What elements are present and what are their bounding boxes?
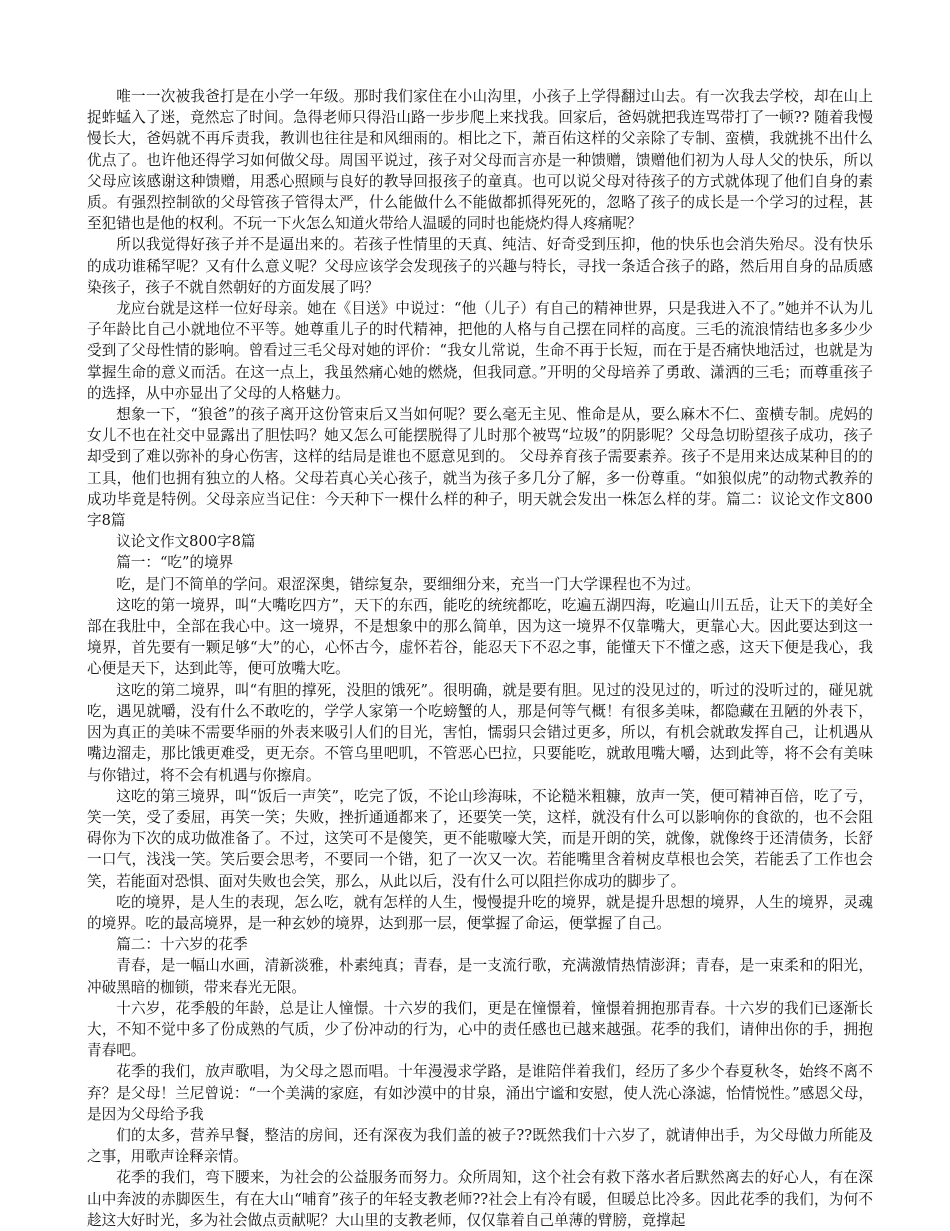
- paragraph: 这吃的第二境界，叫“有胆的撑死，没胆的饿死”。很明确，就是要有胆。见过的没见过的，听过的没听过的，碰见就吃，遇见就嚼，没有什么不敢吃的，学学人家第一个吃螃蟹的人，那是何等气概！有很多美味，都隐藏在丑陋的外表下，因为真正的美味不需要华丽的外表来吸引人们的目光，害怕，懦弱只会错过更多，所以，有机会就敢发挥自己，让机遇从嘴边溜走，那比饿更难受，更无奈。不管乌里吧叽，不管恶心巴拉，只要能吃，就敢甩嘴大嚼，达到此等，将不会有美味与你错过，将不会有机遇与你擦肩。: [87, 681, 873, 784]
- paragraph: 这吃的第三境界，叫“饭后一声笑”，吃完了饭，不论山珍海味，不论糙米粗糠，放声一笑，便可精神百倍，吃了亏，笑一笑，受了委屈，再笑一笑；失败，挫折通通都来了，还要笑一笑，这样，就没有什么可以影响你的食欲的，也不会阻碍你为下次的成功做准备了。不过，这笑可不是傻笑，更不能嗷嚎大笑，而是开朗的笑，就像，就像终于还清债务，长舒一口气，浅浅一笑。笑后要会思考，不要同一个错，犯了一次又一次。若能嘴里含着树皮草根也会笑，若能丢了工作也会笑，若能面对恐惧、面对失败也会笑，那么，从此以后，没有什么可以阻拦你成功的脚步了。: [87, 787, 873, 890]
- paragraph: 青春，是一幅山水画，清新淡雅，朴素纯真；青春，是一支流行歌，充满激情热情澎湃；青春，是一束柔和的阳光，冲破黑暗的枷锁，带来春光无限。: [87, 957, 873, 996]
- paragraph: 花季的我们，弯下腰来，为社会的公益服务而努力。众所周知，这个社会有救下落水者后默然离去的好心人，有在深山中奔波的赤脚医生，有在大山“哺育”孩子的年轻支教老师??社会上有冷有暖，但暖总比冷多。因此花季的我们，为何不趁这大好时光，多为社会做点贡献呢？大山里的支教老师，仅仅靠着自己单薄的臂膀，竟撑起: [87, 1169, 873, 1229]
- paragraph: 十六岁，花季般的年龄，总是让人憧憬。十六岁的我们，更是在憧憬着，憧憬着拥抱那青春。十六岁的我们已逐渐长大，不知不觉中多了份成熟的气质，少了份冲动的行为，心中的责任感也已越来越强。花季的我们，请伸出你的手，拥抱青春吧。: [87, 999, 873, 1060]
- paragraph: 们的太多，营养早餐，整洁的房间，还有深夜为我们盖的被子??既然我们十六岁了，就请伸出手，为父母做力所能及之事，用歌声诠释亲情。: [87, 1126, 873, 1166]
- paragraph: 所以我觉得好孩子并不是逼出来的。若孩子性情里的天真、纯洁、好奇受到压抑，他的快乐也会消失殆尽。没有快乐的成功谁稀罕呢？又有什么意义呢？父母应该学会发现孩子的兴趣与特长，寻找一条适合孩子的路，然后用自身的品质感染孩子，孩子不就自然朝好的方面发展了吗？: [87, 236, 873, 296]
- paragraph: 想象一下，“狼爸”的孩子离开这份管束后又当如何呢？要么毫无主见、惟命是从，要么麻木不仁、蛮横专制。虎妈的女儿不也在社交中显露出了胆怯吗？她又怎么可能摆脱得了儿时那个被骂“垃圾”的阴影呢？父母急切盼望孩子成功，孩子却受到了难以弥补的身心伤害，这样的结局是谁也不愿意见到的。 父母养育孩子需要素养。孩子不是用来达成某种目的的工具，他们也拥有独立的人格。父母若真心关心孩子，就当为孩子多几分了解，多一份尊重。“如狼似虎”的动物式教养的成功毕竟是特例。父母亲应当记住：今天种下一棵什么样的种子，明天就会发出一株怎么样的芽。篇二：议论文作文800字8篇: [87, 406, 873, 530]
- paragraph: 唯一一次被我爸打是在小学一年级。那时我们家住在小山沟里，小孩子上学得翻过山去。有一次我去学校，却在山上捉蚱蜢入了迷，竟然忘了时间。急得老师只得沿山路一步步爬上来找我。回家后，爸妈就把我连骂带打了一顿?? 随着我慢慢长大，爸妈就不再斥责我，教训也往往是和风细雨的。相比之下，萧百佑这样的父亲除了专制、蛮横，我就挑不出什么优点了。也许他还得学习如何做父母。周国平说过，孩子对父母而言亦是一种馈赠，馈赠他们初为人母人父的快乐，所以父母应该感谢这种馈赠，用悉心照顾与良好的教导回报孩子的童真。也可以说父母对待孩子的方式就体现了他们自身的素质。有强烈控制欲的父母管孩子管得太严，什么能做什么不能做都抓得死死的，忽略了孩子的成长是一个学习的过程，甚至犯错也是他的权利。不玩一下火怎么知道火带给人温暖的同时也能烧灼得人疼痛呢？: [87, 88, 873, 233]
- article-title: 篇一：“吃”的境界: [116, 554, 234, 572]
- paragraph: 花季的我们，放声歌唱，为父母之恩而唱。十年漫漫求学路，是谁陪伴着我们，经历了多少个春夏秋冬，始终不离不弃？是父母！兰尼曾说：“一个美满的家庭，有如沙漠中的甘泉，涌出宁谧和安慰，使人洗心涤滤，怡情悦性。”感恩父母，是因为父母给予我: [87, 1063, 873, 1123]
- paragraph: 吃的境界，是人生的表现，怎么吃，就有怎样的人生，慢慢提升吃的境界，就是提升思想的境界，人生的境界，灵魂的境界。吃的最高境界，是一种玄妙的境界，达到那一层，便掌握了命运，便掌握了自己。: [87, 893, 873, 932]
- paragraph: 龙应台就是这样一位好母亲。她在《目送》中说过：“他（儿子）有自己的精神世界，只是我进入不了。”她并不认为儿子年龄比自己小就地位不平等。她尊重儿子的时代精神，把他的人格与自己摆在同样的高度。三毛的流浪情结也多多少少受到了父母性情的影响。曾看过三毛父母对她的评价：“我女儿常说，生命不再于长短，而在于是否痛快地活过，也就是为掌握生命的意义而活。在这一点上，我虽然痛心她的燃烧，但我同意。”开明的父母培养了勇敢、潇洒的三毛；而尊重孩子的选择，从中亦显出了父母的人格魅力。: [87, 300, 873, 402]
- paragraph: 这吃的第一境界，叫“大嘴吃四方”，天下的东西，能吃的统统都吃，吃遍五湖四海，吃遍山川五岳，让天下的美好全部在我肚中，全部在我心中。这一境界，不是想象中的那么简单，因为这一境界不仅靠嘴大，更靠心大。因此要达到这一境界，首先要有一颗足够“大”的心，心怀古今，虚怀若谷，能忍天下不忍之事，能懂天下不懂之惑，这天下便是我心，我心便是天下，达到此等，便可放嘴大吃。: [87, 596, 873, 678]
- paragraph: 吃，是门不简单的学问。艰涩深奥，错综复杂，要细细分来，充当一门大学课程也不为过。: [116, 575, 700, 593]
- article-title: 篇二：十六岁的花季: [116, 936, 248, 954]
- section-title: 议论文作文800字8篇: [116, 533, 256, 551]
